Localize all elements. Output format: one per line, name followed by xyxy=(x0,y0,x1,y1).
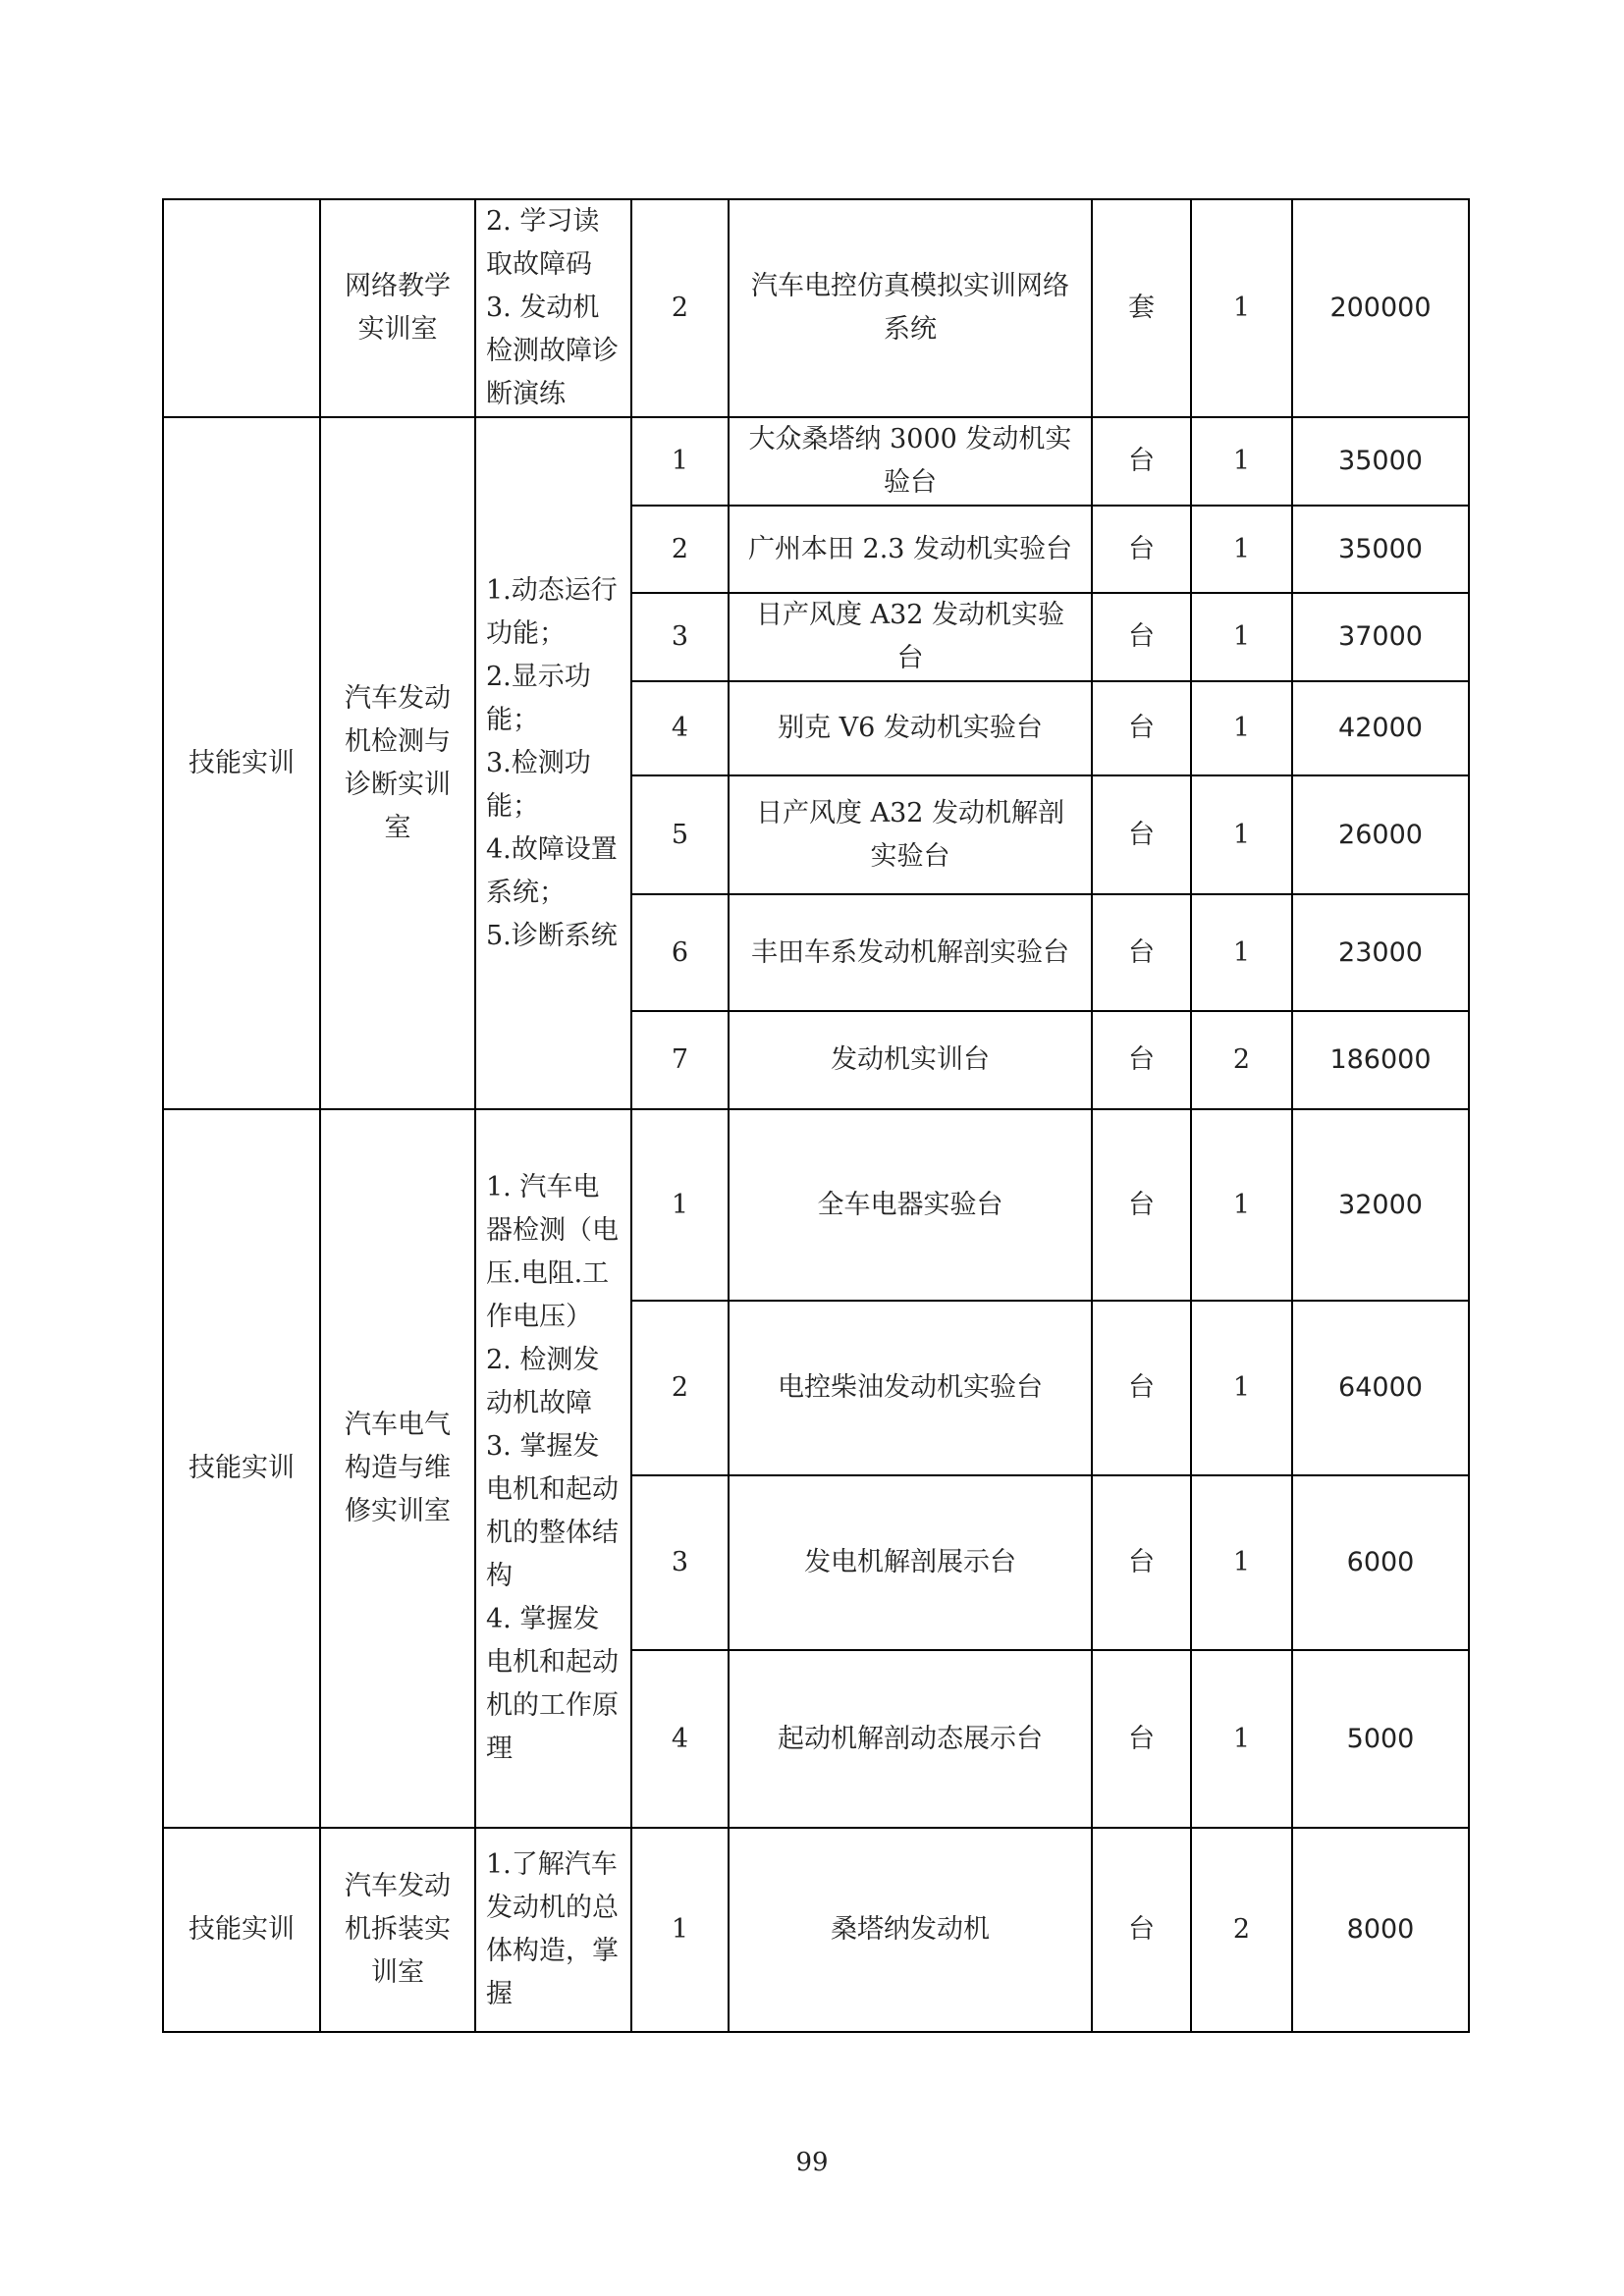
page-number: 99 xyxy=(795,2148,829,2177)
item-unit: 台 xyxy=(1092,1475,1191,1650)
item-no: 7 xyxy=(631,1011,729,1109)
category-cell: 技能实训 xyxy=(163,1109,320,1828)
table-row xyxy=(163,1109,1469,1301)
item-name: 电控柴油发动机实验台 xyxy=(729,1301,1092,1475)
item-price: 5000 xyxy=(1292,1650,1469,1828)
item-no: 3 xyxy=(631,593,729,681)
item-price: 37000 xyxy=(1292,593,1469,681)
item-price: 64000 xyxy=(1292,1301,1469,1475)
function-cell xyxy=(475,1828,631,2032)
item-name: 发动机实训台 xyxy=(729,1011,1092,1109)
item-no: 1 xyxy=(631,1828,729,2032)
item-name: 发电机解剖展示台 xyxy=(729,1475,1092,1650)
item-name: 全车电器实验台 xyxy=(729,1109,1092,1301)
table-row xyxy=(163,199,1469,417)
item-no: 2 xyxy=(631,1301,729,1475)
function-line: 5.诊断系统 xyxy=(486,920,618,951)
function-line: 3.检测功能； xyxy=(486,747,591,822)
item-unit: 台 xyxy=(1092,1650,1191,1828)
room-cell: 汽车电气构造与维修实训室 xyxy=(320,1109,475,1828)
function-line: 2.显示功能； xyxy=(486,661,591,735)
item-price: 23000 xyxy=(1292,894,1469,1011)
item-price: 32000 xyxy=(1292,1109,1469,1301)
item-price: 26000 xyxy=(1292,775,1469,894)
equipment-table xyxy=(162,198,1470,2033)
category-cell: 技能实训 xyxy=(163,417,320,1109)
item-no: 2 xyxy=(631,199,729,417)
item-no: 5 xyxy=(631,775,729,894)
item-no: 1 xyxy=(631,1109,729,1301)
item-name: 大众桑塔纳 3000 发动机实验台 xyxy=(729,417,1092,506)
item-unit: 台 xyxy=(1092,894,1191,1011)
function-line: 3. 掌握发电机和起动机的整体结构 xyxy=(486,1431,619,1591)
item-unit: 台 xyxy=(1092,775,1191,894)
function-line: 1. 汽车电器检测（电压.电阻.工作电压） xyxy=(486,1172,619,1332)
item-qty: 1 xyxy=(1191,199,1292,417)
item-unit: 台 xyxy=(1092,417,1191,506)
item-price: 6000 xyxy=(1292,1475,1469,1650)
item-price: 8000 xyxy=(1292,1828,1469,2032)
table-row xyxy=(163,1828,1469,2032)
item-name: 丰田车系发动机解剖实验台 xyxy=(729,894,1092,1011)
item-name: 广州本田 2.3 发动机实验台 xyxy=(729,506,1092,593)
function-line: 2. 学习读取故障码 xyxy=(486,206,600,280)
item-no: 3 xyxy=(631,1475,729,1650)
function-line: 2. 检测发动机故障 xyxy=(486,1345,600,1418)
item-qty: 1 xyxy=(1191,775,1292,894)
item-qty: 1 xyxy=(1191,894,1292,1011)
item-unit: 台 xyxy=(1092,681,1191,775)
room-cell: 汽车发动机检测与诊断实训室 xyxy=(320,417,475,1109)
item-qty: 1 xyxy=(1191,593,1292,681)
item-qty: 1 xyxy=(1191,1650,1292,1828)
category-cell xyxy=(163,199,320,417)
item-name: 起动机解剖动态展示台 xyxy=(729,1650,1092,1828)
item-price: 200000 xyxy=(1292,199,1469,417)
item-qty: 2 xyxy=(1191,1828,1292,2032)
function-line: 1.了解汽车发动机的总体构造，掌握 xyxy=(486,1849,619,2009)
room-cell: 网络教学实训室 xyxy=(320,199,475,417)
category-cell: 技能实训 xyxy=(163,1828,320,2032)
item-qty: 1 xyxy=(1191,1301,1292,1475)
item-unit: 套 xyxy=(1092,199,1191,417)
item-unit: 台 xyxy=(1092,1109,1191,1301)
item-unit: 台 xyxy=(1092,593,1191,681)
item-name: 桑塔纳发动机 xyxy=(729,1828,1092,2032)
item-name: 汽车电控仿真模拟实训网络系统 xyxy=(729,199,1092,417)
item-qty: 1 xyxy=(1191,681,1292,775)
item-no: 6 xyxy=(631,894,729,1011)
item-qty: 1 xyxy=(1191,1109,1292,1301)
item-qty: 2 xyxy=(1191,1011,1292,1109)
table-row xyxy=(163,417,1469,506)
function-line: 4.故障设置系统； xyxy=(486,833,618,908)
function-line: 3. 发动机检测故障诊断演练 xyxy=(486,293,619,409)
item-no: 4 xyxy=(631,1650,729,1828)
item-no: 2 xyxy=(631,506,729,593)
function-cell xyxy=(475,417,631,1109)
item-unit: 台 xyxy=(1092,1828,1191,2032)
item-qty: 1 xyxy=(1191,506,1292,593)
item-name: 日产风度 A32 发动机实验台 xyxy=(729,593,1092,681)
function-cell xyxy=(475,1109,631,1828)
item-price: 42000 xyxy=(1292,681,1469,775)
item-unit: 台 xyxy=(1092,1011,1191,1109)
item-qty: 1 xyxy=(1191,1475,1292,1650)
room-cell: 汽车发动机拆装实训室 xyxy=(320,1828,475,2032)
function-line: 1.动态运行功能； xyxy=(486,574,618,649)
item-price: 186000 xyxy=(1292,1011,1469,1109)
item-name: 别克 V6 发动机实验台 xyxy=(729,681,1092,775)
item-no: 4 xyxy=(631,681,729,775)
item-price: 35000 xyxy=(1292,417,1469,506)
item-unit: 台 xyxy=(1092,506,1191,593)
item-no: 1 xyxy=(631,417,729,506)
item-unit: 台 xyxy=(1092,1301,1191,1475)
item-price: 35000 xyxy=(1292,506,1469,593)
item-qty: 1 xyxy=(1191,417,1292,506)
function-cell xyxy=(475,199,631,417)
function-line: 4. 掌握发电机和起动机的工作原理 xyxy=(486,1604,619,1764)
item-name: 日产风度 A32 发动机解剖实验台 xyxy=(729,775,1092,894)
